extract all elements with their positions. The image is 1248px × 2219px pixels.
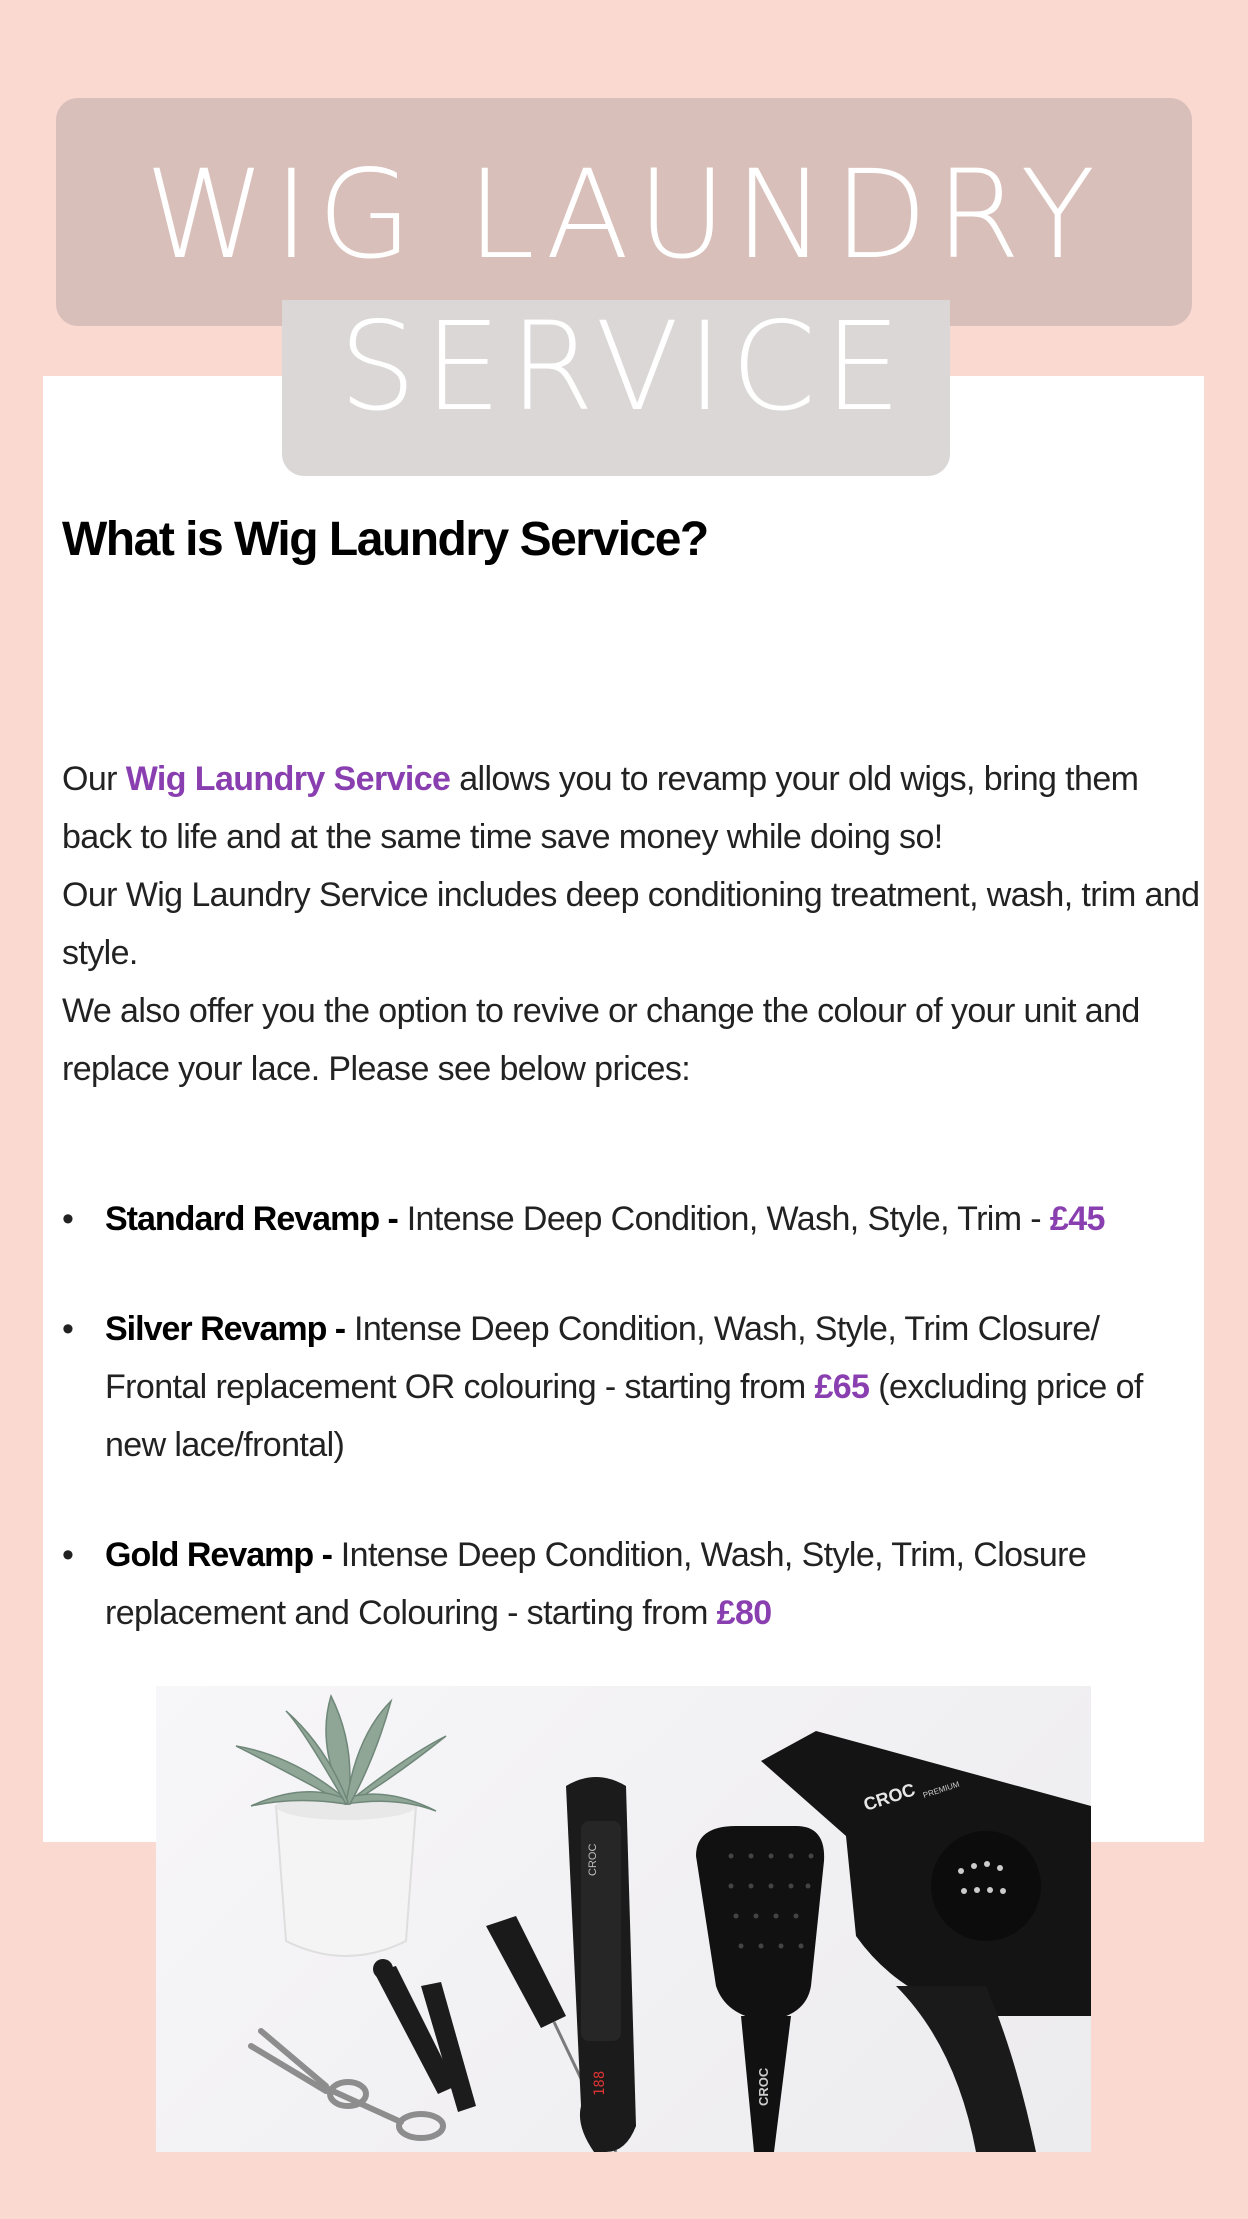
flat-iron-icon — [566, 1777, 636, 2152]
hair-tools-photo — [156, 1686, 1091, 2152]
paddle-brush-icon — [696, 1826, 824, 2152]
intro-paragraph-1 — [62, 750, 1202, 866]
bullet-icon: • — [62, 1536, 74, 1574]
page-title-line-2: SERVICE — [338, 296, 910, 438]
brush-brand: CROC — [756, 2067, 771, 2106]
flat-iron-brand: CROC — [587, 1843, 599, 1876]
bullet-icon: • — [62, 1200, 74, 1238]
intro-p1-prefix: Our — [62, 760, 126, 798]
price-amount: £65 — [814, 1368, 870, 1406]
section-heading: What is Wig Laundry Service? — [62, 513, 708, 566]
intro-text — [62, 750, 1202, 1098]
intro-paragraph-3: We also offer you the option to revive or change the colour of your unit and replace your lace. Please see below prices: — [62, 992, 1140, 1088]
price-item-description: Intense Deep Condition, Wash, Style, Trim Closure/ Frontal replacement OR colouring - starting from — [105, 1310, 1100, 1406]
price-item-name: Gold Revamp - — [105, 1536, 332, 1574]
price-item-silver — [62, 1300, 1192, 1474]
price-item-gold — [62, 1526, 1192, 1642]
intro-paragraph-2: Our Wig Laundry Service includes deep conditioning treatment, wash, trim and style. — [62, 876, 1200, 972]
price-amount: £45 — [1049, 1200, 1105, 1238]
price-amount: £80 — [716, 1594, 772, 1632]
intro-p1-suffix: allows you to revamp your old wigs, bring them back to life and at the same time save money while doing so! — [62, 760, 1139, 856]
flat-iron-display: 188 — [592, 2070, 608, 2096]
price-item-standard — [62, 1190, 1192, 1248]
dryer-brand-sub: PREMIUM — [921, 1779, 961, 1800]
bullet-icon: • — [62, 1310, 74, 1348]
service-name-highlight: Wig Laundry Service — [125, 760, 451, 798]
plant-pot-icon — [276, 1792, 416, 1956]
succulent-leaves-icon — [236, 1696, 446, 1811]
price-item-note: (excluding price of new lace/frontal) — [105, 1368, 1143, 1464]
dryer-brand: CROC — [861, 1779, 918, 1815]
price-item-name: Silver Revamp - — [105, 1310, 346, 1348]
price-item-description: Intense Deep Condition, Wash, Style, Trim - — [397, 1200, 1050, 1238]
page-title-line-1: WIG LAUNDRY — [144, 144, 1104, 286]
price-list — [62, 1190, 1192, 1694]
hair-clip-icon — [373, 1959, 476, 2112]
price-item-description: Intense Deep Condition, Wash, Style, Trim, Closure replacement and Colouring - starting from — [105, 1536, 1087, 1632]
price-item-name: Standard Revamp - — [105, 1200, 398, 1238]
